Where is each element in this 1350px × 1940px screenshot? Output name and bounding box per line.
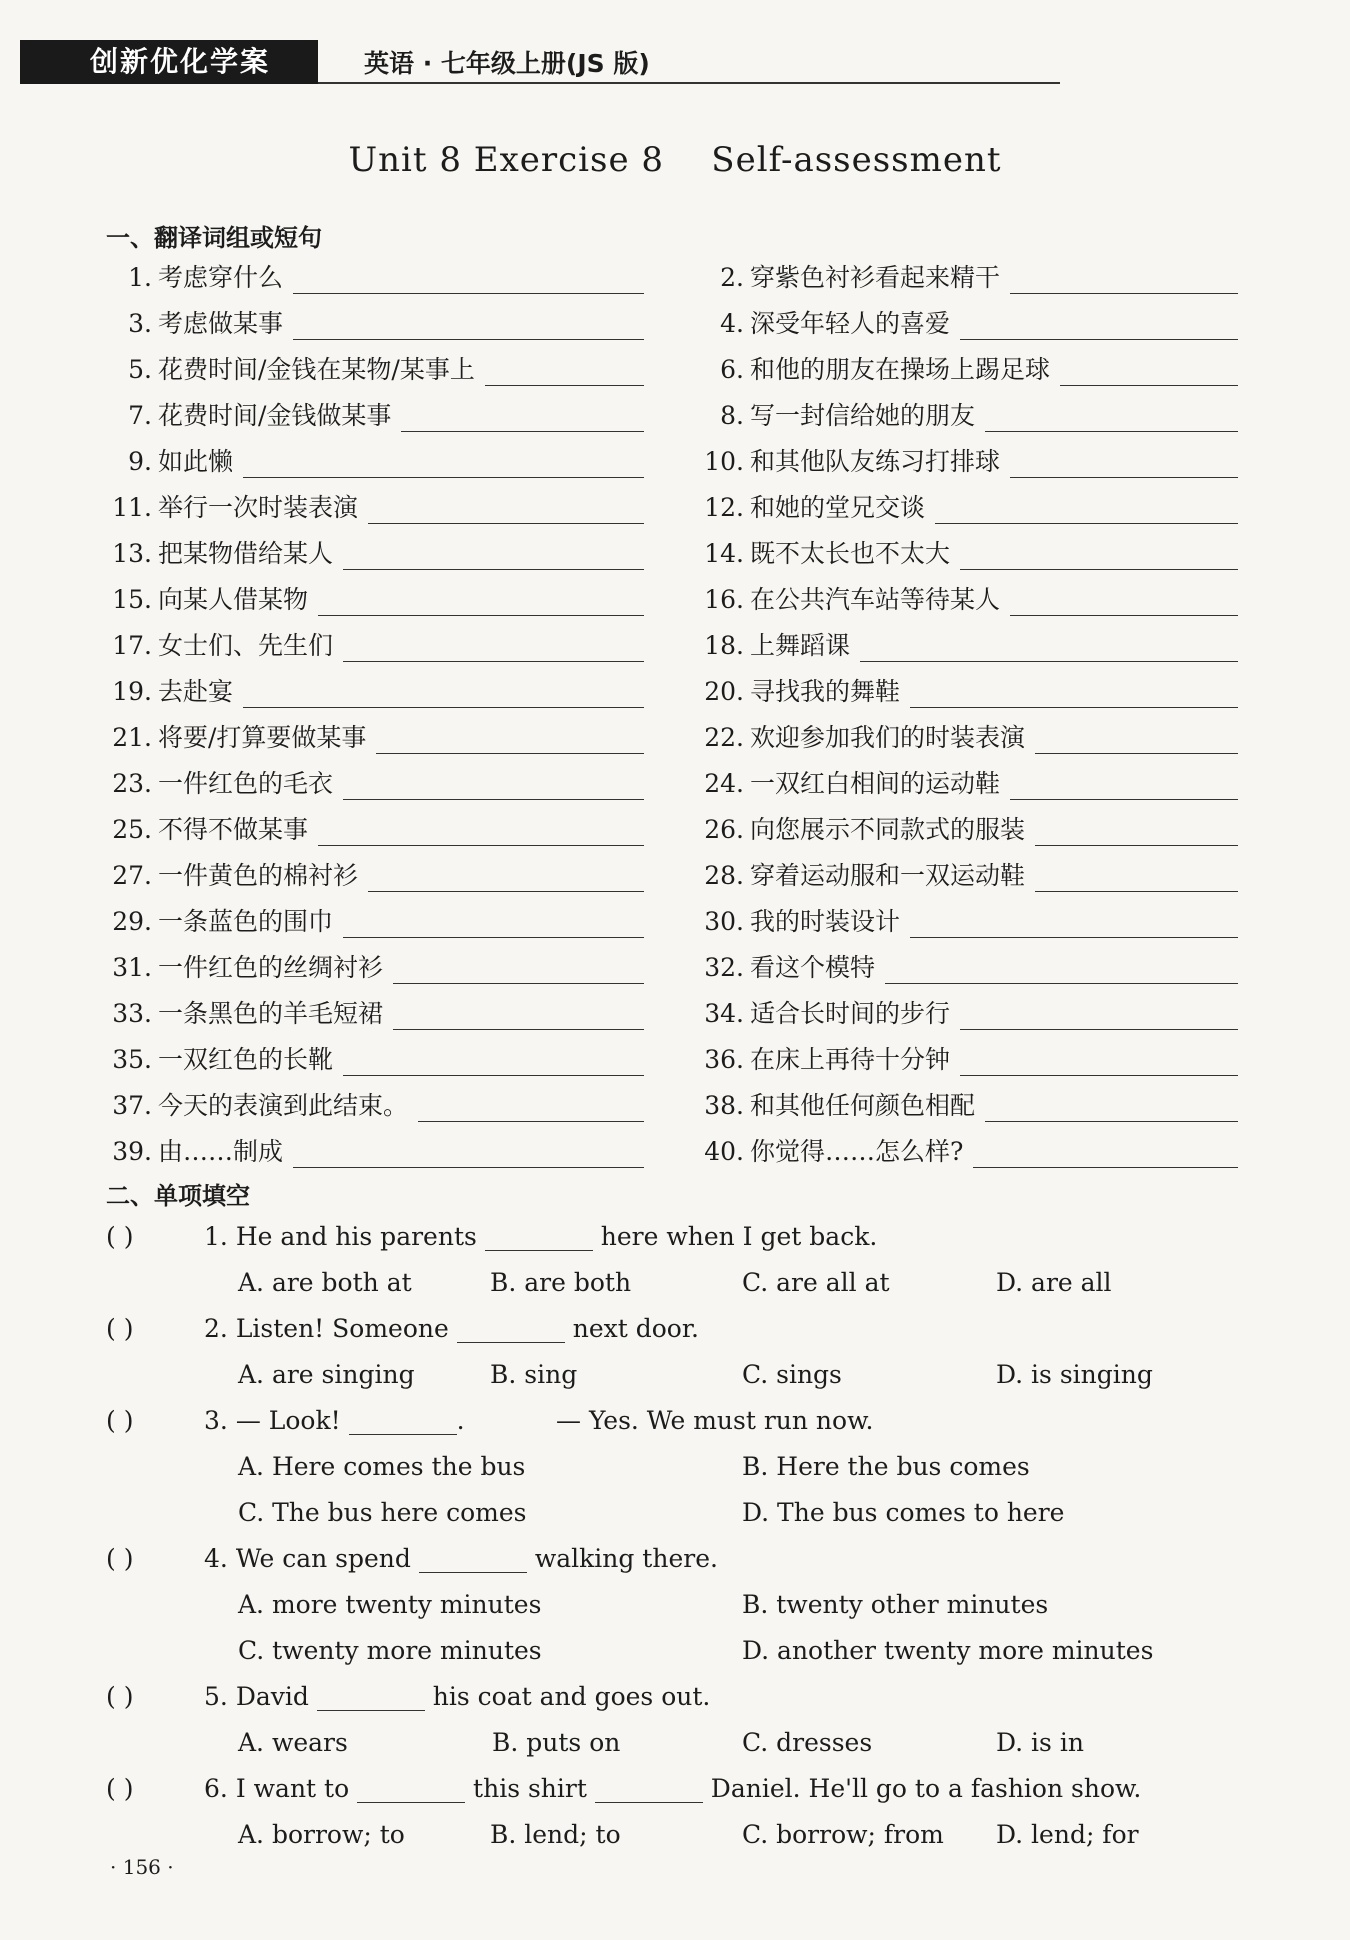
translation-prompt: 深受年轻人的喜爱: [750, 309, 951, 338]
question-text: here when I get back.: [600, 1222, 878, 1251]
translation-prompt: 今天的表演到此结束。: [158, 1091, 409, 1120]
answer-line[interactable]: [393, 959, 644, 984]
answer-line[interactable]: [401, 407, 644, 432]
item-number: 24.: [704, 769, 744, 798]
item-number: 7.: [128, 401, 152, 430]
translation-prompt: 在公共汽车站等待某人: [750, 585, 1001, 614]
translation-prompt: 由……制成: [158, 1137, 284, 1166]
answer-line[interactable]: [1035, 867, 1238, 892]
answer-paren-5[interactable]: ( ): [106, 1682, 134, 1711]
answer-line[interactable]: [960, 545, 1238, 570]
item-label: [698, 902, 900, 938]
translation-prompt: 女士们、先生们: [158, 631, 334, 660]
option-b: B. sing: [490, 1360, 578, 1389]
option-a: A. Here comes the bus: [238, 1452, 526, 1481]
question-text: his coat and goes out.: [432, 1682, 711, 1711]
translation-prompt: 寻找我的舞鞋: [750, 677, 901, 706]
answer-line[interactable]: [368, 499, 644, 524]
answer-line[interactable]: [243, 683, 644, 708]
answer-line[interactable]: [343, 545, 644, 570]
item-number: 12.: [704, 493, 744, 522]
brand-banner: 创新优化学案: [20, 40, 318, 84]
translation-item: [106, 398, 644, 432]
translation-item: [106, 582, 644, 616]
question-text: We can spend: [235, 1544, 411, 1573]
subject-label: 英语 · 七年级上册(JS 版): [364, 49, 650, 78]
item-number: 10.: [704, 447, 744, 476]
translation-prompt: 如此懒: [158, 447, 234, 476]
translation-item: [698, 490, 1238, 524]
item-label: [106, 1086, 408, 1122]
translation-item: [698, 1042, 1238, 1076]
translation-prompt: 向某人借某物: [158, 585, 309, 614]
translation-item: [698, 904, 1238, 938]
question-text: — Look!: [235, 1406, 341, 1435]
item-number: 16.: [704, 585, 744, 614]
question-text: I want to: [235, 1774, 350, 1803]
question-3-reply: — Yes. We must run now.: [556, 1406, 874, 1435]
option-d: D. another twenty more minutes: [742, 1636, 1154, 1665]
answer-line[interactable]: [1010, 269, 1238, 294]
item-number: 31.: [112, 953, 152, 982]
option-c: C. are all at: [742, 1268, 890, 1297]
item-label: [698, 534, 950, 570]
option-b: B. twenty other minutes: [742, 1590, 1049, 1619]
item-number: 27.: [112, 861, 152, 890]
translation-item: [698, 858, 1238, 892]
item-number: 15.: [112, 585, 152, 614]
item-label: [698, 856, 1025, 892]
item-number: 1.: [128, 263, 152, 292]
translation-prompt: 适合长时间的步行: [750, 999, 951, 1028]
answer-blank[interactable]: [317, 1684, 425, 1711]
item-number: 35.: [112, 1045, 152, 1074]
translation-prompt: 举行一次时装表演: [158, 493, 359, 522]
question-text: walking there.: [534, 1544, 718, 1573]
item-label: [106, 350, 475, 386]
translation-item: [106, 674, 644, 708]
answer-line[interactable]: [973, 1143, 1238, 1168]
translation-item: [106, 536, 644, 570]
question-text: .: [456, 1406, 465, 1435]
question-6: [204, 1774, 1141, 1803]
translation-prompt: 一件红色的丝绸衬衫: [158, 953, 384, 982]
item-label: [106, 948, 383, 984]
translation-item: [106, 904, 644, 938]
option-c: C. twenty more minutes: [238, 1636, 542, 1665]
answer-line[interactable]: [1010, 775, 1238, 800]
option-d: D. is singing: [996, 1360, 1153, 1389]
translation-prompt: 你觉得……怎么样?: [750, 1137, 964, 1166]
translation-item: [698, 812, 1238, 846]
answer-line[interactable]: [885, 959, 1238, 984]
item-number: 8.: [720, 401, 744, 430]
question-3: [204, 1406, 465, 1435]
translation-item: [106, 306, 644, 340]
item-label: [698, 626, 850, 662]
item-label: [106, 304, 283, 340]
translation-item: [106, 812, 644, 846]
answer-line[interactable]: [393, 1005, 644, 1030]
item-label: [698, 1040, 950, 1076]
item-label: [698, 488, 925, 524]
item-label: [698, 764, 1000, 800]
item-label: [698, 580, 1000, 616]
item-label: [698, 396, 975, 432]
item-label: [698, 442, 1000, 478]
answer-line[interactable]: [318, 821, 644, 846]
answer-line[interactable]: [318, 591, 644, 616]
item-label: [106, 902, 333, 938]
option-a: A. are singing: [238, 1360, 415, 1389]
item-label: [698, 810, 1025, 846]
translation-item: [698, 628, 1238, 662]
item-number: 38.: [704, 1091, 744, 1120]
translation-item: [106, 352, 644, 386]
translation-prompt: 考虑穿什么: [158, 263, 284, 292]
item-number: 25.: [112, 815, 152, 844]
item-label: [698, 1132, 963, 1168]
option-c: C. The bus here comes: [238, 1498, 527, 1527]
item-number: 21.: [112, 723, 152, 752]
item-number: 30.: [704, 907, 744, 936]
translation-prompt: 穿着运动服和一双运动鞋: [750, 861, 1026, 890]
answer-line[interactable]: [293, 315, 644, 340]
item-number: 36.: [704, 1045, 744, 1074]
item-number: 14.: [704, 539, 744, 568]
item-number: 37.: [112, 1091, 152, 1120]
translation-prompt: 看这个模特: [750, 953, 876, 982]
item-number: 5.: [128, 355, 152, 384]
option-d: D. are all: [996, 1268, 1112, 1297]
question-number: 6.: [204, 1774, 228, 1803]
item-number: 6.: [720, 355, 744, 384]
item-number: 29.: [112, 907, 152, 936]
translation-prompt: 和其他队友练习打排球: [750, 447, 1001, 476]
answer-paren-3[interactable]: ( ): [106, 1406, 134, 1435]
translation-item: [106, 628, 644, 662]
item-label: [106, 396, 391, 432]
translation-prompt: 一件红色的毛衣: [158, 769, 334, 798]
option-a: A. wears: [238, 1728, 348, 1757]
translation-item: [106, 444, 644, 478]
translation-prompt: 和她的堂兄交谈: [750, 493, 926, 522]
translation-item: [698, 260, 1238, 294]
translation-item: [698, 1088, 1238, 1122]
translation-item: [106, 1134, 644, 1168]
translation-item: [698, 582, 1238, 616]
question-text: this shirt: [473, 1774, 587, 1803]
translation-item: [698, 444, 1238, 478]
option-a: A. more twenty minutes: [238, 1590, 542, 1619]
item-label: [698, 258, 1000, 294]
translation-item: [106, 766, 644, 800]
option-a: A. are both at: [238, 1268, 412, 1297]
answer-line[interactable]: [1035, 821, 1238, 846]
answer-blank[interactable]: [349, 1408, 457, 1435]
item-number: 17.: [112, 631, 152, 660]
translation-prompt: 把某物借给某人: [158, 539, 334, 568]
page-title: Unit 8 Exercise 8 Self-assessment: [348, 140, 1002, 180]
answer-line[interactable]: [343, 637, 644, 662]
translation-prompt: 将要/打算要做某事: [158, 723, 367, 752]
item-number: 20.: [704, 677, 744, 706]
option-c: C. dresses: [742, 1728, 873, 1757]
answer-paren-2[interactable]: ( ): [106, 1314, 134, 1343]
question-text: Daniel. He'll go to a fashion show.: [710, 1774, 1142, 1803]
translation-prompt: 一条蓝色的围巾: [158, 907, 334, 936]
option-d: D. The bus comes to here: [742, 1498, 1065, 1527]
item-number: 40.: [704, 1137, 744, 1166]
question-text: next door.: [572, 1314, 699, 1343]
item-number: 18.: [704, 631, 744, 660]
question-text: David: [235, 1682, 309, 1711]
answer-line[interactable]: [293, 269, 644, 294]
question-number: 3.: [204, 1406, 228, 1435]
item-label: [698, 350, 1050, 386]
translation-item: [698, 1134, 1238, 1168]
answer-line[interactable]: [343, 775, 644, 800]
answer-line[interactable]: [343, 1051, 644, 1076]
item-label: [106, 764, 333, 800]
answer-line[interactable]: [293, 1143, 644, 1168]
translation-prompt: 我的时装设计: [750, 907, 901, 936]
answer-line[interactable]: [485, 361, 644, 386]
item-number: 19.: [112, 677, 152, 706]
answer-line[interactable]: [910, 913, 1238, 938]
translation-item: [106, 950, 644, 984]
item-label: [698, 948, 875, 984]
answer-paren-4[interactable]: ( ): [106, 1544, 134, 1573]
translation-prompt: 一件黄色的棉衬衫: [158, 861, 359, 890]
answer-line[interactable]: [985, 407, 1238, 432]
question-number: 1.: [204, 1222, 228, 1251]
item-label: [106, 442, 233, 478]
item-label: [106, 718, 366, 754]
item-label: [698, 1086, 975, 1122]
option-d: D. is in: [996, 1728, 1084, 1757]
answer-line[interactable]: [960, 1051, 1238, 1076]
answer-line[interactable]: [376, 729, 644, 754]
answer-blank[interactable]: [595, 1776, 703, 1803]
item-label: [106, 488, 358, 524]
translation-item: [698, 674, 1238, 708]
answer-line[interactable]: [985, 1097, 1238, 1122]
item-label: [698, 994, 950, 1030]
answer-line[interactable]: [960, 1005, 1238, 1030]
option-b: B. are both: [490, 1268, 632, 1297]
item-label: [106, 1132, 283, 1168]
translation-prompt: 穿紫色衬衫看起来精干: [750, 263, 1001, 292]
section2-heading: 二、单项填空: [106, 1182, 250, 1210]
translation-item: [698, 398, 1238, 432]
answer-line[interactable]: [860, 637, 1238, 662]
item-number: 34.: [704, 999, 744, 1028]
answer-line[interactable]: [368, 867, 644, 892]
answer-line[interactable]: [1010, 591, 1238, 616]
translation-prompt: 向您展示不同款式的服装: [750, 815, 1026, 844]
option-b: B. lend; to: [490, 1820, 621, 1849]
answer-line[interactable]: [1010, 453, 1238, 478]
item-label: [698, 718, 1025, 754]
translation-item: [698, 720, 1238, 754]
translation-item: [106, 858, 644, 892]
translation-prompt: 和其他任何颜色相配: [750, 1091, 976, 1120]
answer-blank[interactable]: [419, 1546, 527, 1573]
translation-item: [698, 766, 1238, 800]
translation-prompt: 欢迎参加我们的时装表演: [750, 723, 1026, 752]
item-label: [106, 856, 358, 892]
question-text: He and his parents: [235, 1222, 477, 1251]
item-number: 39.: [112, 1137, 152, 1166]
item-label: [106, 1040, 333, 1076]
answer-line[interactable]: [1035, 729, 1238, 754]
option-b: B. puts on: [492, 1728, 621, 1757]
translation-prompt: 写一封信给她的朋友: [750, 401, 976, 430]
item-label: [698, 304, 950, 340]
item-number: 11.: [112, 493, 152, 522]
header-divider: [318, 82, 1060, 84]
item-label: [106, 258, 283, 294]
item-number: 9.: [128, 447, 152, 476]
answer-blank[interactable]: [357, 1776, 465, 1803]
translation-prompt: 既不太长也不太大: [750, 539, 951, 568]
answer-paren-1[interactable]: ( ): [106, 1222, 134, 1251]
option-d: D. lend; for: [996, 1820, 1139, 1849]
option-c: C. sings: [742, 1360, 842, 1389]
option-b: B. Here the bus comes: [742, 1452, 1030, 1481]
item-number: 3.: [128, 309, 152, 338]
translation-item: [106, 1088, 644, 1122]
item-label: [106, 810, 308, 846]
answer-blank[interactable]: [457, 1316, 565, 1343]
translation-item: [106, 490, 644, 524]
translation-prompt: 一双红色的长靴: [158, 1045, 334, 1074]
translation-item: [106, 1042, 644, 1076]
item-number: 22.: [704, 723, 744, 752]
answer-line[interactable]: [960, 315, 1238, 340]
question-number: 2.: [204, 1314, 228, 1343]
translation-prompt: 花费时间/金钱做某事: [158, 401, 392, 430]
item-number: 28.: [704, 861, 744, 890]
translation-item: [106, 996, 644, 1030]
item-number: 33.: [112, 999, 152, 1028]
page-number: · 156 ·: [110, 1855, 174, 1879]
item-label: [106, 994, 383, 1030]
item-number: 32.: [704, 953, 744, 982]
question-number: 5.: [204, 1682, 228, 1711]
item-label: [106, 534, 333, 570]
item-number: 2.: [720, 263, 744, 292]
translation-prompt: 和他的朋友在操场上踢足球: [750, 355, 1051, 384]
translation-item: [106, 260, 644, 294]
question-4: [204, 1544, 718, 1573]
option-a: A. borrow; to: [238, 1820, 405, 1849]
question-1: [204, 1222, 877, 1251]
item-number: 13.: [112, 539, 152, 568]
translation-item: [698, 536, 1238, 570]
item-number: 23.: [112, 769, 152, 798]
section1-heading: 一、翻译词组或短句: [106, 224, 322, 252]
translation-prompt: 一条黑色的羊毛短裙: [158, 999, 384, 1028]
answer-line[interactable]: [910, 683, 1238, 708]
translation-item: [698, 352, 1238, 386]
answer-line[interactable]: [243, 453, 644, 478]
translation-prompt: 上舞蹈课: [750, 631, 851, 660]
translation-prompt: 不得不做某事: [158, 815, 309, 844]
translation-prompt: 在床上再待十分钟: [750, 1045, 951, 1074]
translation-item: [698, 996, 1238, 1030]
answer-line[interactable]: [1060, 361, 1238, 386]
item-number: 4.: [720, 309, 744, 338]
item-label: [106, 626, 333, 662]
question-2: [204, 1314, 699, 1343]
item-label: [106, 672, 233, 708]
answer-line[interactable]: [935, 499, 1238, 524]
translation-prompt: 花费时间/金钱在某物/某事上: [158, 355, 475, 384]
answer-blank[interactable]: [485, 1224, 593, 1251]
item-number: 26.: [704, 815, 744, 844]
answer-line[interactable]: [418, 1097, 644, 1122]
question-number: 4.: [204, 1544, 228, 1573]
item-label: [698, 672, 900, 708]
translation-prompt: 去赴宴: [158, 677, 234, 706]
answer-line[interactable]: [343, 913, 644, 938]
translation-prompt: 一双红白相间的运动鞋: [750, 769, 1001, 798]
question-text: Listen! Someone: [235, 1314, 449, 1343]
option-c: C. borrow; from: [742, 1820, 944, 1849]
translation-item: [106, 720, 644, 754]
question-5: [204, 1682, 710, 1711]
translation-item: [698, 950, 1238, 984]
translation-prompt: 考虑做某事: [158, 309, 284, 338]
answer-paren-6[interactable]: ( ): [106, 1774, 134, 1803]
translation-item: [698, 306, 1238, 340]
item-label: [106, 580, 308, 616]
